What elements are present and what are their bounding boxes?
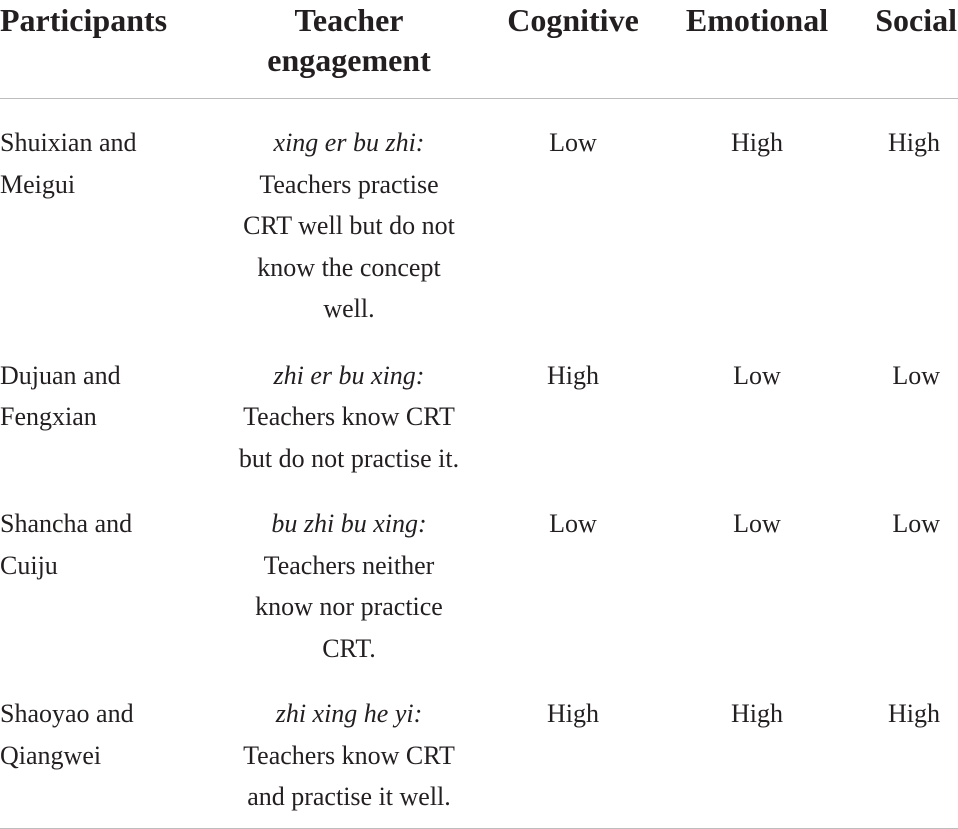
engagement-desc-line: CRT. [322, 633, 376, 663]
engagement-desc-line: Teachers practise [259, 169, 439, 199]
header-emotional: Emotional [658, 0, 856, 99]
cognitive-cell: High [488, 669, 658, 829]
engagement-desc-line: well. [323, 294, 375, 323]
engagement-term: bu zhi bu xing: [271, 509, 427, 538]
social-cell: Low [892, 360, 940, 390]
engagement-term: xing er bu zhi: [273, 128, 425, 157]
participants-cell [0, 479, 210, 669]
header-teacher-engagement-line2: engagement [267, 42, 431, 78]
header-cognitive: Cognitive [488, 0, 658, 99]
participants-cell [0, 99, 210, 330]
header-participants: Participants [0, 0, 210, 99]
emotional-cell: High [658, 669, 856, 829]
engagement-desc-line: Teachers neither [263, 550, 435, 580]
participants-line: Cuiju [0, 550, 58, 580]
engagement-desc-line: CRT well but do not [243, 211, 455, 240]
table-row [0, 330, 958, 480]
engagement-desc-line: Teachers know CRT [243, 402, 455, 431]
cognitive-cell: Low [549, 509, 597, 538]
participants-line: Meigui [0, 169, 76, 199]
engagement-desc-line: and practise it well. [247, 782, 451, 811]
social-cell: High [888, 128, 940, 157]
engagement-desc-line: Teachers know CRT [243, 740, 455, 770]
engagement-cell [210, 479, 488, 669]
engagement-desc-line: know nor practice [255, 592, 443, 621]
engagement-cell [210, 99, 488, 330]
participants-line: Fengxian [0, 402, 97, 431]
engagement-cell [210, 669, 488, 829]
participants-line: Dujuan and [0, 360, 121, 390]
participants-cell [0, 669, 210, 829]
engagement-desc-line: but do not practise it. [238, 443, 460, 473]
engagement-cell [210, 330, 488, 480]
header-teacher-engagement-line1: Teacher [294, 2, 404, 38]
social-cell: Low [892, 509, 940, 538]
emotional-cell: High [731, 128, 783, 157]
participants-line: Shancha and [0, 509, 133, 538]
engagement-desc-line: know the concept [257, 252, 441, 282]
engagement-term: zhi er bu xing: [273, 360, 425, 390]
table-header-row [0, 0, 958, 99]
table-row [0, 479, 958, 669]
engagement-term: zhi xing he yi: [275, 699, 423, 728]
social-cell: High [856, 669, 958, 829]
emotional-cell: Low [733, 360, 781, 390]
participants-line: Shaoyao and [0, 699, 134, 728]
header-social: Social [856, 0, 958, 99]
table-row [0, 669, 958, 829]
cognitive-cell: Low [549, 128, 597, 157]
participants-line: Qiangwei [0, 740, 102, 770]
cognitive-cell: High [547, 360, 599, 390]
header-teacher-engagement [210, 0, 488, 99]
emotional-cell: Low [733, 509, 781, 538]
table-row [0, 99, 958, 330]
participants-line: Shuixian and [0, 128, 137, 157]
participants-cell [0, 330, 210, 480]
